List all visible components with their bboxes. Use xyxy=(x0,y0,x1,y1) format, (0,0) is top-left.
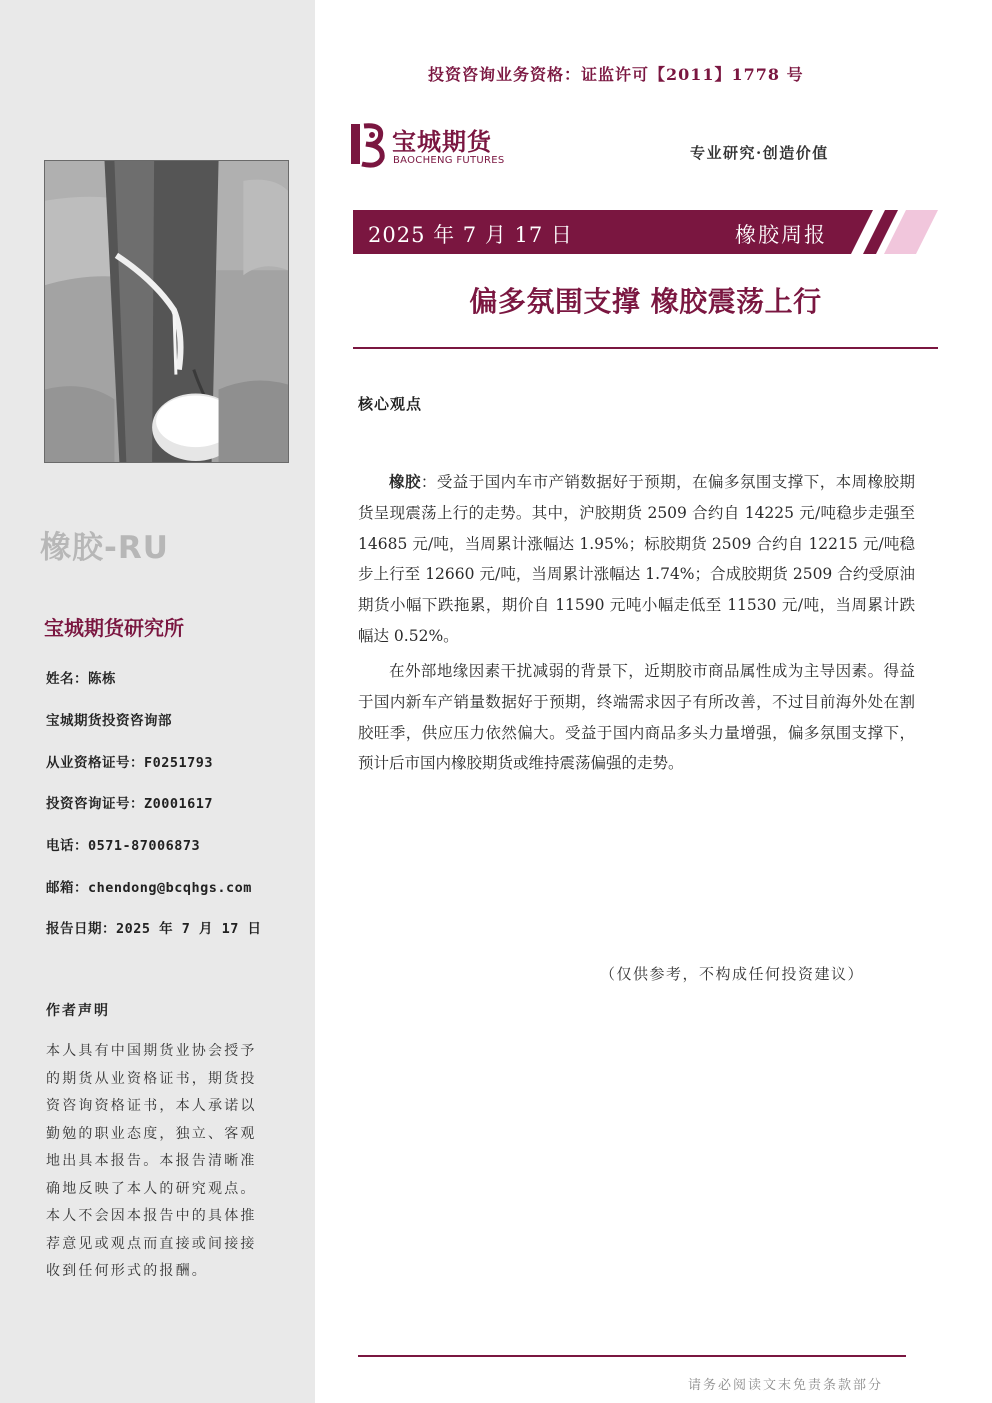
report-type: 橡胶周报 xyxy=(735,223,827,247)
paragraph-lead: 橡胶 xyxy=(389,472,421,491)
department: 宝城期货投资咨询部 xyxy=(46,713,172,729)
paragraph-body: ：受益于国内车市产销数据好于预期，在偏多氛围支撑下，本周橡胶期货呈现震荡上行的走势。其中，沪胶期货 2509 合约自 14225 元/吨稳步走强至 14685 元/吨，当周累计涨幅达 1.95%；标胶期货 2509 合约自 12215 元/吨稳步上行至 12660 元/吨，当周累计涨幅达 1.74%；合成胶期货 2509 合约受原油期货小幅下跌拖累，期价自 11590 元吨小幅走低至 11530 元/吨，当周累计跌幅达 0.52%。 xyxy=(358,473,915,645)
brand-name-en: BAOCHENG FUTURES xyxy=(393,155,505,166)
brand-name-cn: 宝城期货 xyxy=(392,127,492,156)
rubber-tree-photo xyxy=(44,160,289,463)
product-code: 橡胶-RU xyxy=(40,530,169,566)
logo-mark-icon xyxy=(350,120,390,168)
slogan: 专业研究·创造价值 xyxy=(690,144,829,162)
brand-logo xyxy=(350,120,530,172)
consulting-number: 投资咨询证号：Z0001617 xyxy=(46,796,214,812)
paragraph-rubber xyxy=(358,467,915,652)
footer-note: 请务必阅读文末免责条款部分 xyxy=(688,1378,884,1393)
email: 邮箱：chendong@bcqhgs.com xyxy=(46,880,252,896)
institute-name: 宝城期货研究所 xyxy=(44,616,184,640)
phone: 电话：0571-87006873 xyxy=(46,838,201,854)
page-title: 偏多氛围支撑 橡胶震荡上行 xyxy=(469,285,822,318)
declaration-title: 作者声明 xyxy=(46,1003,110,1019)
banner-date: 2025 年 7 月 17 日 xyxy=(368,223,573,247)
analyst-name: 姓名：陈栋 xyxy=(46,671,116,687)
qualification-number: 从业资格证号：F0251793 xyxy=(46,755,214,771)
paragraph-outlook: 在外部地缘因素干扰减弱的背景下，近期胶市商品属性成为主导因素。得益于国内新车产销量数据好于预期，终端需求因子有所改善，不过目前海外处在割胶旺季，供应压力依然偏大。受益于国内商品多头力量增强，偏多氛围支撑下，预计后市国内橡胶期货或维持震荡偏强的走势。 xyxy=(358,662,915,773)
footer-divider xyxy=(358,1355,906,1357)
disclaimer: （仅供参考，不构成任何投资建议） xyxy=(600,965,865,983)
license-line: 投资咨询业务资格：证监许可【2011】1778 号 xyxy=(428,65,804,84)
title-divider xyxy=(353,347,938,349)
section-label: 核心观点 xyxy=(358,395,423,413)
report-date: 报告日期：2025 年 7 月 17 日 xyxy=(46,921,262,937)
declaration-body: 本人具有中国期货业协会授予的期货从业资格证书，期货投资咨询资格证书，本人承诺以勤勉的职业态度，独立、客观地出具本报告。本报告清晰准确地反映了本人的研究观点。本人不会因本报告中的具体推荐意见或观点而直接或间接接收到任何形式的报酬。 xyxy=(46,1043,257,1279)
